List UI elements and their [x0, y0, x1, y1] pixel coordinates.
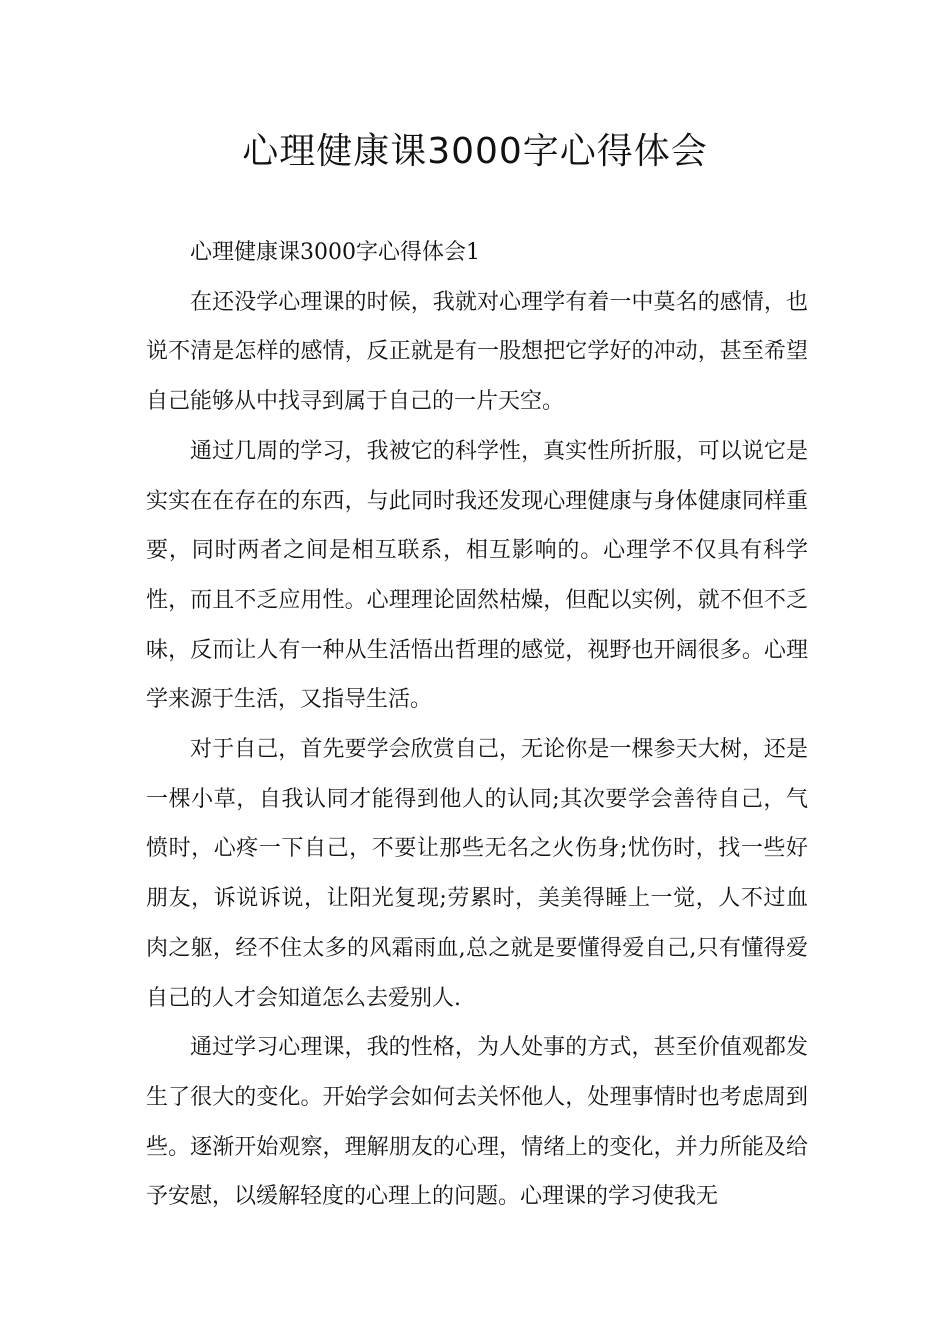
document-title: 心理健康课3000字心得体会 — [242, 131, 708, 172]
paragraph: 通过几周的学习，我被它的科学性，真实性所折服，可以说它是实实在在存在的东西，与此同时我还发现心理健康与身体健康同样重要，同时两者之间是相互联系，相互影响的。心理学不仅具有科学性，而且不乏应用性。心理理论固然枯燥，但配以实例，就不但不乏味，反而让人有一种从生活悟出哲理的感觉，视野也开阔很多。心理学来源于生活，又指导生活。 — [146, 438, 808, 713]
paragraph: 在还没学心理课的时候，我就对心理学有着一中莫名的感情，也说不清是怎样的感情，反正就是有一股想把它学好的冲动，甚至希望自己能够从中找寻到属于自己的一片天空。 — [146, 289, 808, 415]
paragraph: 通过学习心理课，我的性格，为人处事的方式，甚至价值观都发生了很大的变化。开始学会如何去关怀他人，处理事情时也考虑周到些。逐渐开始观察，理解朋友的心理，情绪上的变化，并力所能及给予安慰，以缓解轻度的心理上的问题。心理课的学习使我无 — [146, 1035, 808, 1210]
document-body — [146, 228, 808, 1222]
section-subtitle: 心理健康课3000字心得体会1 — [190, 240, 480, 265]
paragraph: 对于自己，首先要学会欣赏自己，无论你是一棵参天大树，还是一棵小草，自我认同才能得到他人的认同;其次要学会善待自己，气愤时，心疼一下自己，不要让那些无名之火伤身;忧伤时，找一些好朋友，诉说诉说，让阳光复现;劳累时，美美得睡上一觉，人不过血肉之躯，经不住太多的风霜雨血,总之就是要懂得爱自己,只有懂得爱自己的人才会知道怎么去爱别人. — [146, 737, 808, 1011]
